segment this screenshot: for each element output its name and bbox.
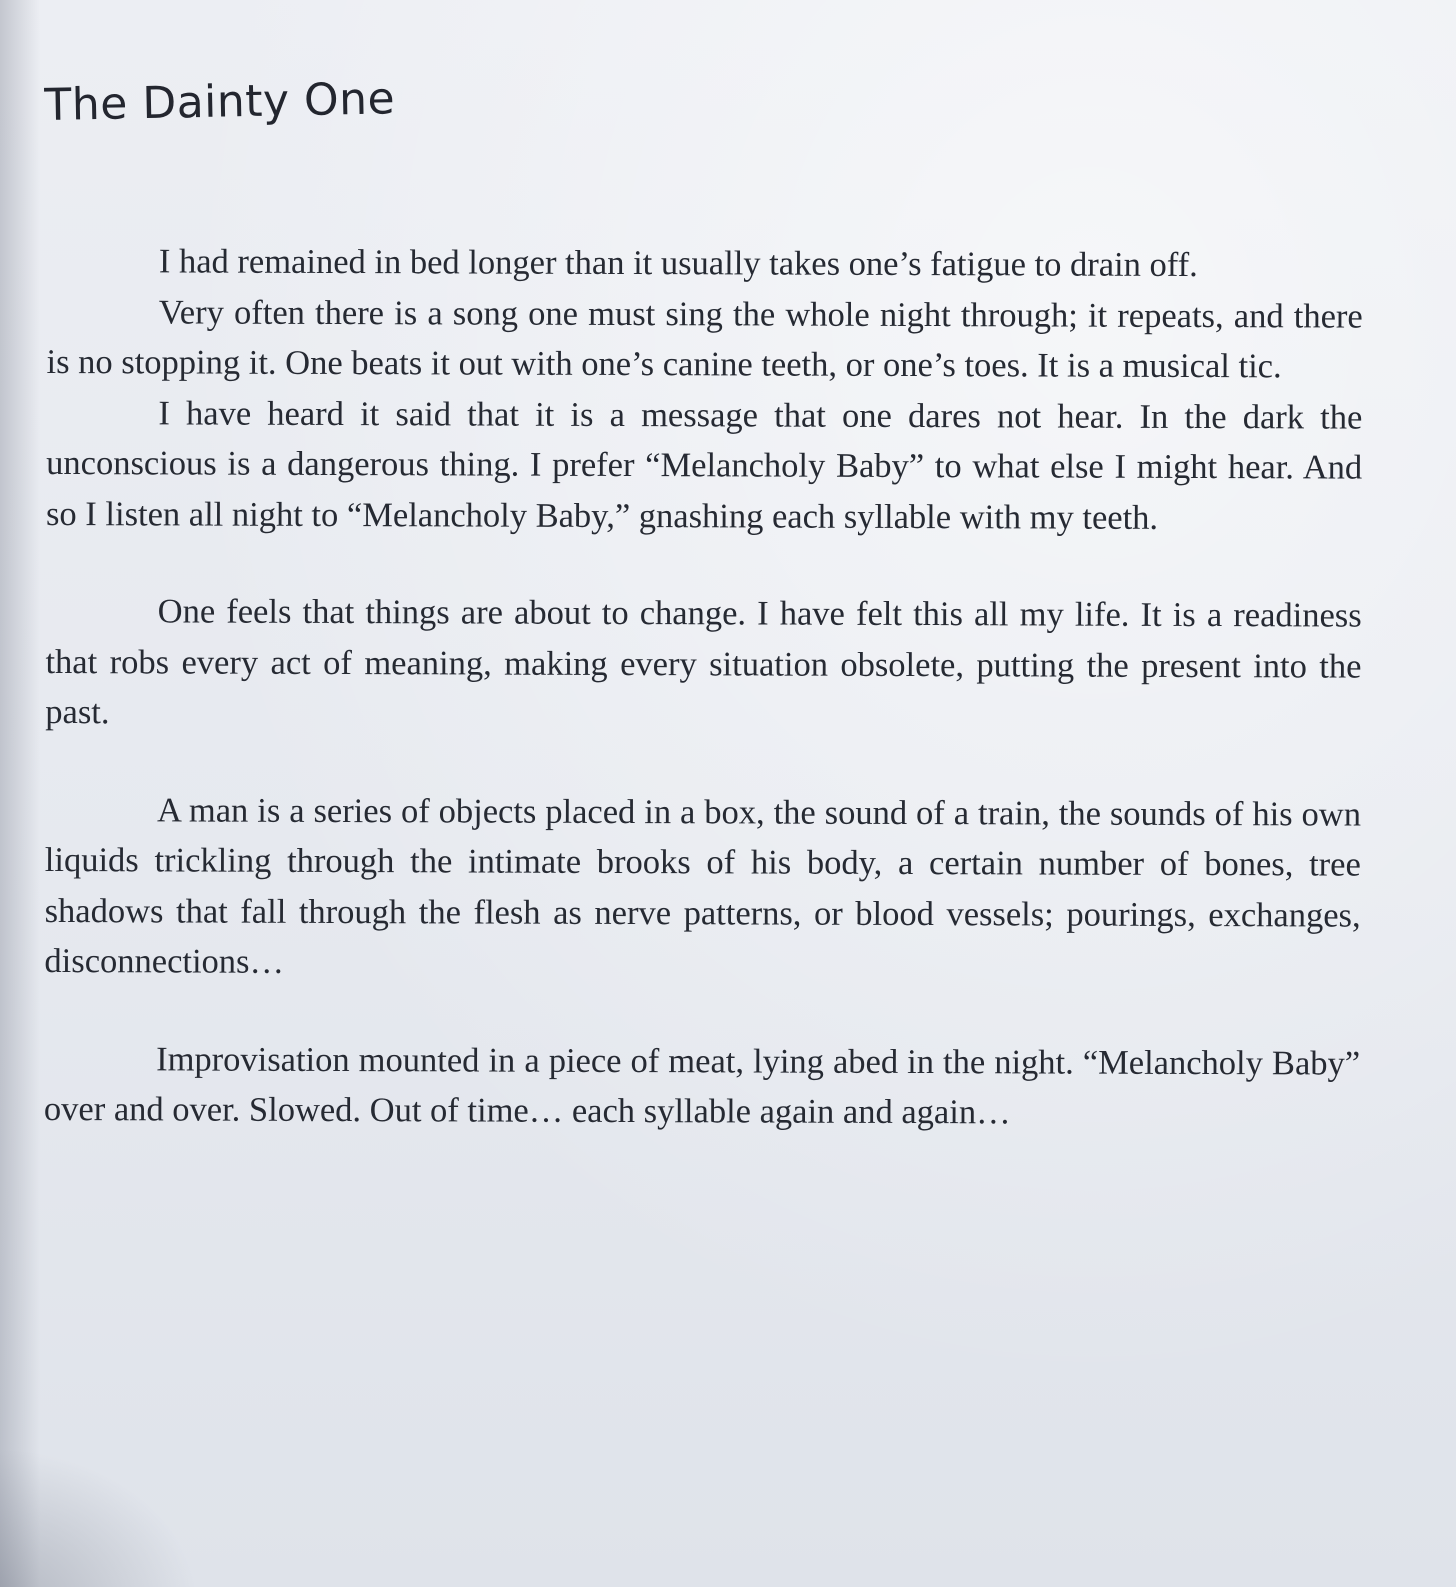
paragraph-5: A man is a series of objects placed in a box, the sound of a train, the sounds of his own liquids trickling through the intimate brooks of his body, a certain number of bones, tree shadows that fall through the flesh as nerve patterns, or blood vessels; pourings, exchanges, disconnections… bbox=[44, 790, 1362, 981]
paragraph-2: Very often there is a song one must sing the whole night through; it repeats, and there is no stopping it. One beats it out with one’s canine teeth, or one’s toes. It is a musical tic. bbox=[46, 292, 1363, 386]
paragraph-3: I have heard it said that it is a message that one dares not hear. In the dark the unconscious is a dangerous thing. I prefer “Melancholy Baby” to what else I might hear. And so I listen all night to “Melancholy Baby,” gnashing each syllable with my teeth. bbox=[45, 393, 1363, 537]
chapter-body bbox=[44, 236, 1363, 1139]
paragraph-1: I had remained in bed longer than it usually takes one’s fatigue to drain off. bbox=[158, 242, 1198, 285]
chapter-title: The Dainty One bbox=[44, 73, 396, 131]
paragraph-6: Improvisation mounted in a piece of meat, lying abed in the night. “Melancholy Baby” over and over. Slowed. Out of time… each syllable again and again… bbox=[43, 1039, 1361, 1132]
paragraph-4: One feels that things are about to change. I have felt this all my life. It is a readiness that robs every act of meaning, making every situation obsolete, putting the present into the past. bbox=[45, 592, 1362, 732]
